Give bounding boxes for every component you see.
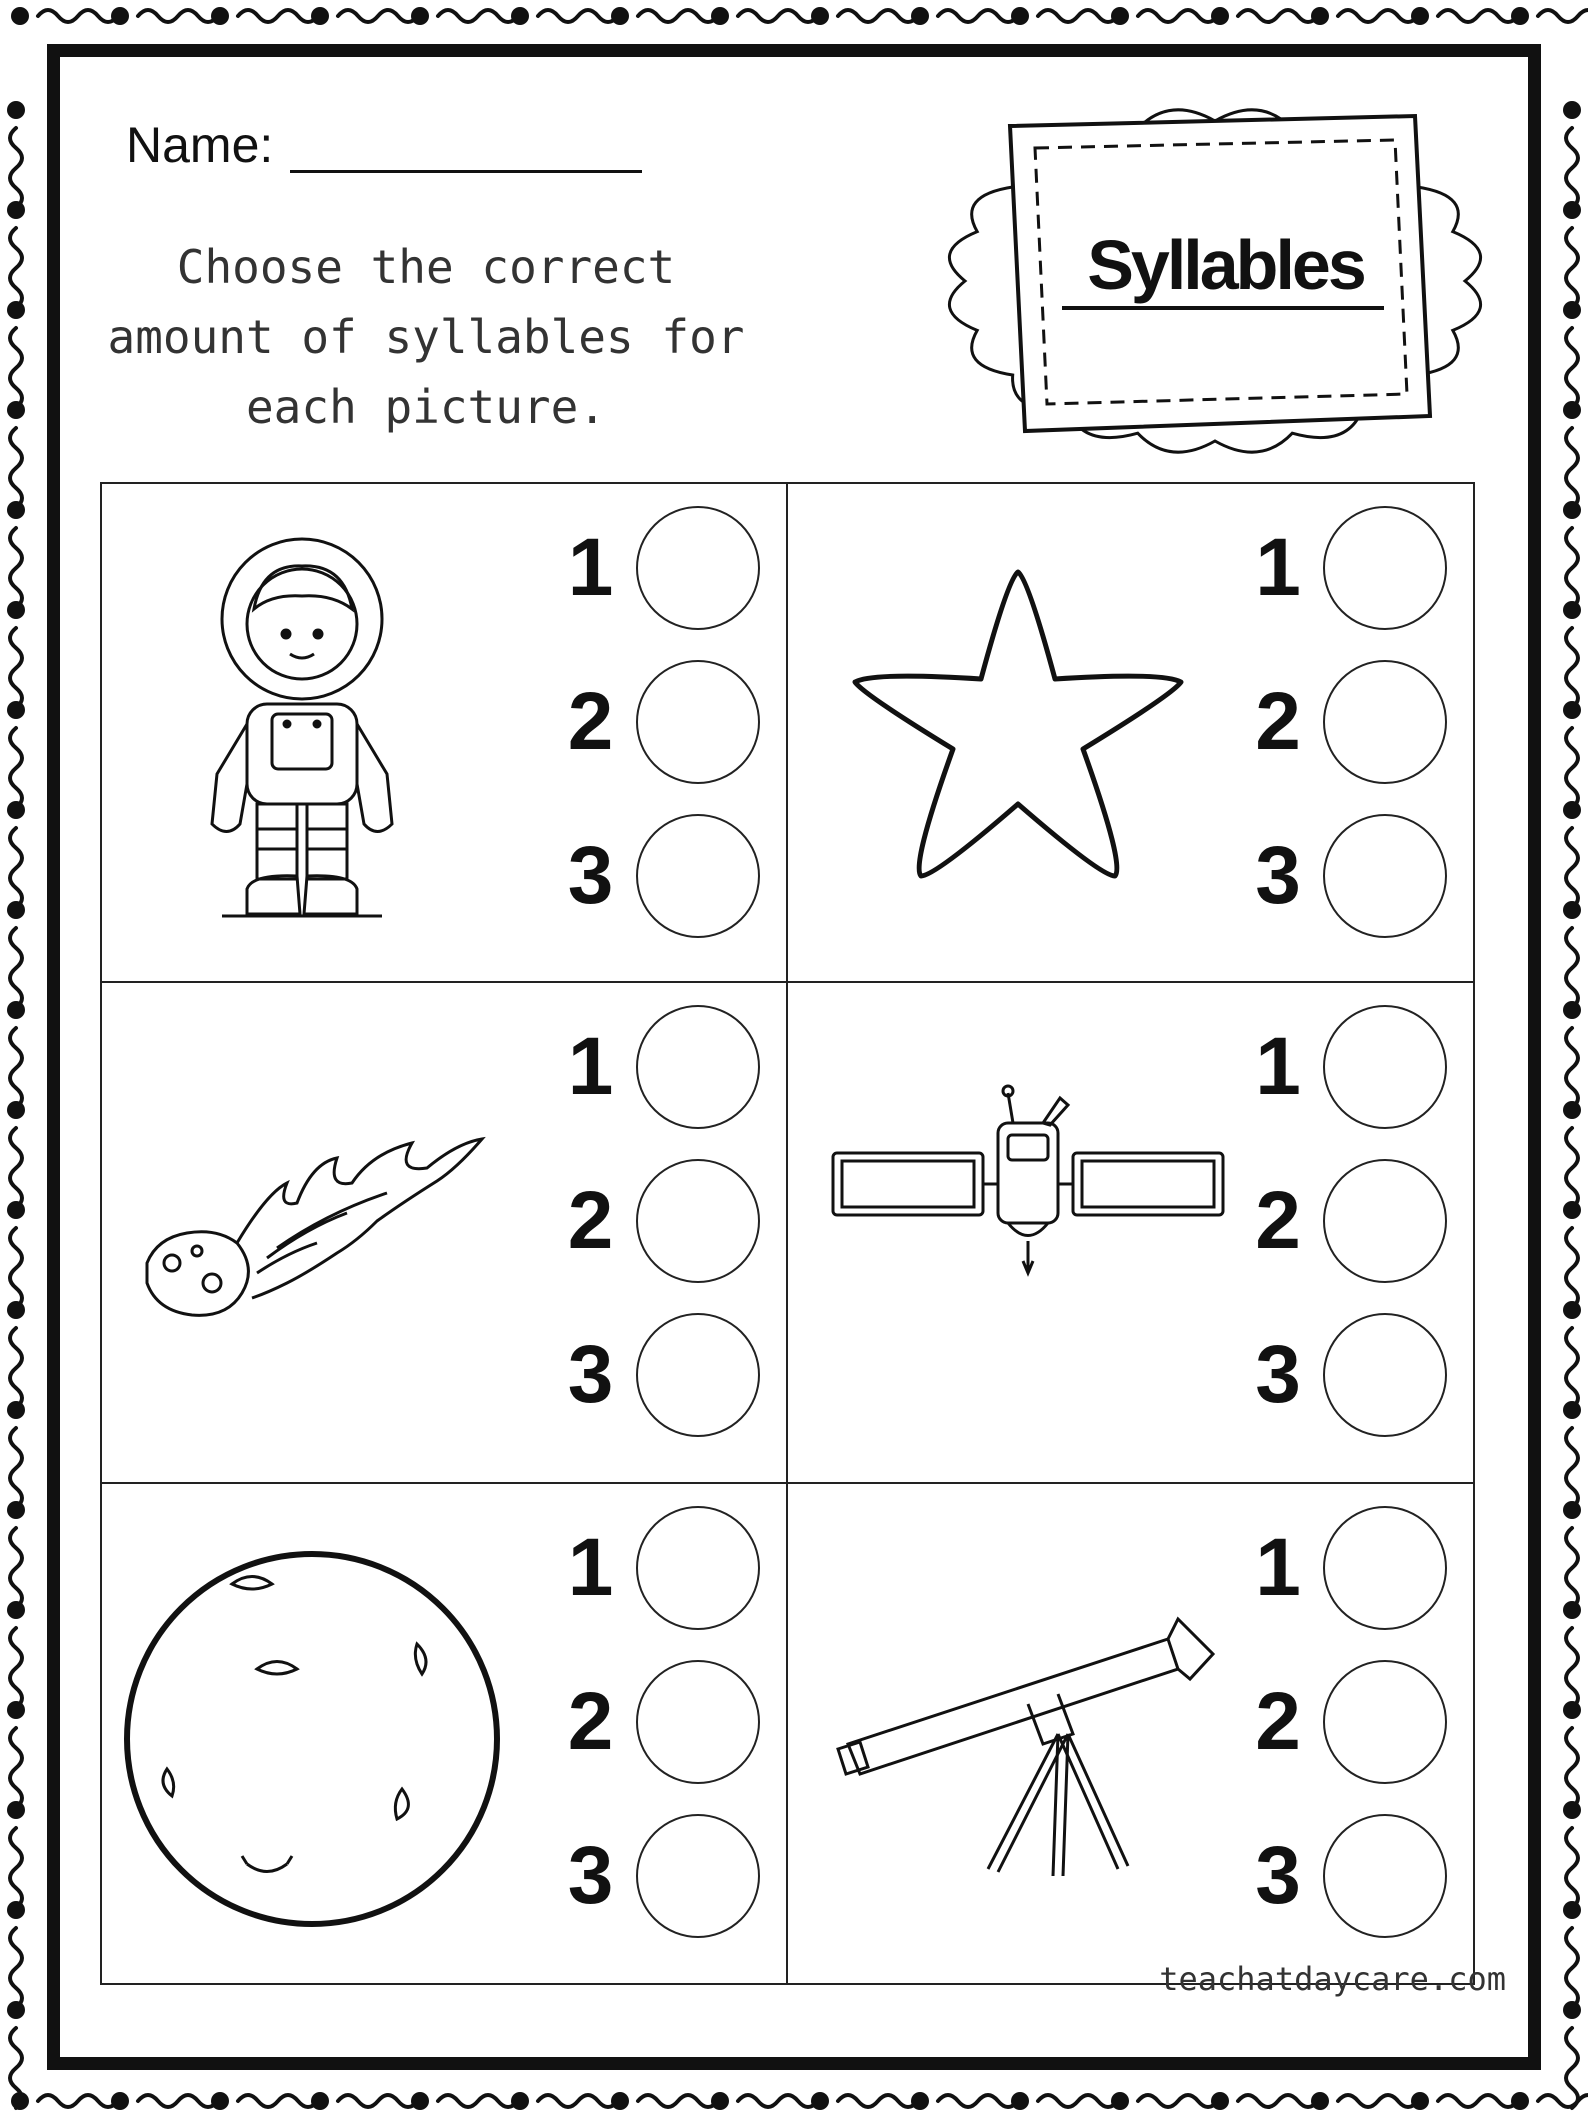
answer-circle[interactable]	[636, 1660, 760, 1784]
option-number: 2	[567, 676, 614, 767]
option-number: 1	[567, 1021, 614, 1112]
answer-circle[interactable]	[636, 1005, 760, 1129]
instructions	[96, 232, 756, 442]
answer-circle[interactable]	[1323, 1506, 1447, 1630]
worksheet-title: Syllables	[1087, 226, 1364, 304]
option-2	[1249, 1660, 1447, 1784]
option-1	[562, 506, 760, 630]
answer-circle[interactable]	[1323, 506, 1447, 630]
answer-circle[interactable]	[636, 1506, 760, 1630]
syllable-options	[562, 506, 760, 938]
answer-circle[interactable]	[636, 814, 760, 938]
syllable-options	[1249, 1506, 1447, 1938]
option-number: 3	[1255, 1830, 1301, 1921]
option-number: 1	[1255, 1021, 1301, 1112]
answer-grid	[100, 482, 1475, 1985]
answer-circle[interactable]	[636, 1159, 760, 1283]
option-3	[562, 1814, 760, 1938]
moon-icon	[112, 1534, 512, 1934]
cell-telescope	[788, 1484, 1476, 1985]
cell-comet	[100, 983, 788, 1484]
option-number: 2	[1255, 676, 1301, 767]
option-number: 3	[1255, 830, 1301, 921]
option-number: 1	[567, 522, 614, 613]
answer-circle[interactable]	[636, 506, 760, 630]
option-number: 3	[1255, 1329, 1301, 1420]
title-underline	[1062, 306, 1384, 310]
option-3	[1249, 1814, 1447, 1938]
answer-circle[interactable]	[636, 1814, 760, 1938]
option-3	[562, 814, 760, 938]
answer-circle[interactable]	[636, 660, 760, 784]
option-number: 2	[567, 1175, 614, 1266]
answer-circle[interactable]	[1323, 1159, 1447, 1283]
option-number: 3	[567, 830, 614, 921]
option-2	[562, 1660, 760, 1784]
footer-site: teachatdaycare.com	[1159, 1960, 1506, 1998]
option-2	[562, 1159, 760, 1283]
cell-astronaut	[100, 482, 788, 983]
option-3	[562, 1313, 760, 1437]
cell-satellite	[788, 983, 1476, 1484]
option-2	[1249, 1159, 1447, 1283]
instructions-line: Choose the correct	[176, 240, 676, 294]
answer-circle[interactable]	[1323, 1814, 1447, 1938]
astronaut-icon	[202, 524, 402, 924]
syllable-options	[562, 1005, 760, 1437]
cell-moon	[100, 1484, 788, 1985]
syllable-options	[1249, 1005, 1447, 1437]
syllable-options	[1249, 506, 1447, 938]
option-1	[1249, 506, 1447, 630]
option-number: 2	[567, 1676, 614, 1767]
option-2	[1249, 660, 1447, 784]
answer-circle[interactable]	[1323, 1005, 1447, 1129]
option-number: 1	[1255, 522, 1301, 613]
option-2	[562, 660, 760, 784]
instructions-line: amount of syllables for	[107, 310, 745, 364]
star-icon	[843, 564, 1193, 884]
name-field[interactable]	[290, 170, 642, 173]
telescope-icon	[818, 1614, 1218, 1894]
option-3	[1249, 1313, 1447, 1437]
option-1	[1249, 1506, 1447, 1630]
comet-icon	[137, 1133, 517, 1353]
option-number: 3	[567, 1329, 614, 1420]
name-label: Name:	[126, 117, 274, 173]
syllable-options	[562, 1506, 760, 1938]
answer-circle[interactable]	[1323, 660, 1447, 784]
answer-circle[interactable]	[1323, 1313, 1447, 1437]
instructions-line: each picture.	[245, 380, 607, 434]
satellite-icon	[828, 1083, 1228, 1283]
cell-star	[788, 482, 1476, 983]
option-number: 1	[1255, 1522, 1301, 1613]
option-number: 3	[567, 1830, 614, 1921]
option-1	[1249, 1005, 1447, 1129]
answer-circle[interactable]	[1323, 1660, 1447, 1784]
answer-circle[interactable]	[1323, 814, 1447, 938]
option-1	[562, 1506, 760, 1630]
option-number: 2	[1255, 1175, 1301, 1266]
option-number: 2	[1255, 1676, 1301, 1767]
option-1	[562, 1005, 760, 1129]
option-number: 1	[567, 1522, 614, 1613]
answer-circle[interactable]	[636, 1313, 760, 1437]
option-3	[1249, 814, 1447, 938]
